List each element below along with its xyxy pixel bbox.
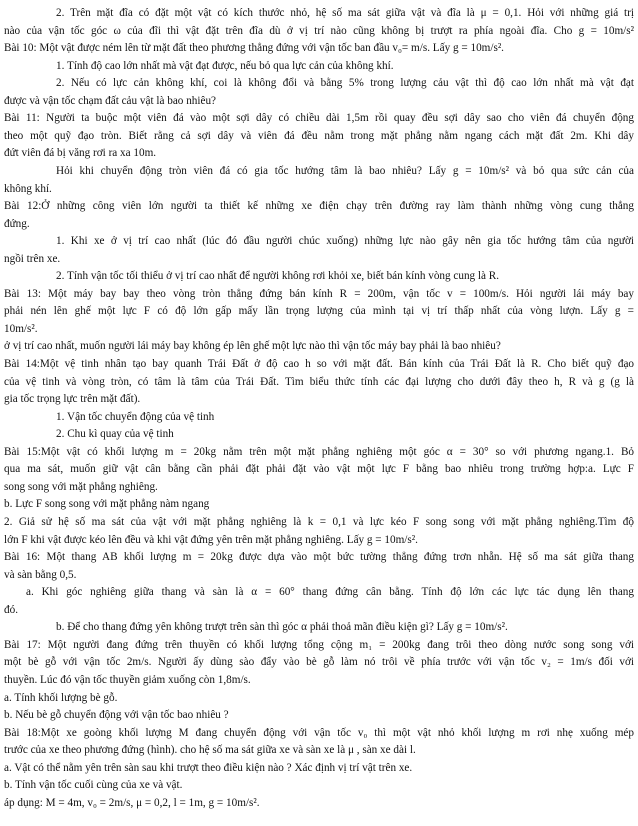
text-line: song song với mặt phẳng nghiêng. xyxy=(4,480,158,493)
text-line: b. Lực F song song với mặt phẳng nàm ngang xyxy=(4,498,210,511)
text-line: Bài 17: Một người đang đứng trên thuyền có khối lượng tổng cộng m₁ = 200kg đang trôi theo dòng nước song song với xyxy=(4,638,634,651)
text-line: đứng. xyxy=(4,217,30,230)
text-line: trước của xe theo phương đứng (hình). cho hệ số ma sát giữa xe và sàn xe là μ , sàn xe dài l. xyxy=(4,744,416,757)
text-line: Bài 13: Một máy bay bay theo vòng tròn thẳng đứng bán kính R = 200m, vận tốc v = 100m/s. Hỏi người lái máy bay xyxy=(4,287,634,300)
text-line: đứt viên đá bị văng rơi ra xa 10m. xyxy=(4,147,157,160)
text-line: lớn F khi vật được kéo lên đều và khi vật đứng yên trên mặt phẳng nghiêng. Lấy g = 10m/s². xyxy=(4,533,418,546)
text-line: một bè gỗ với vận tốc 2m/s. Người ấy dùng sào đẩy vào bè gỗ làm nó trôi về phía trước với vận tốc v₂ = 1m/s đối với xyxy=(4,656,634,669)
text-line: Bài 12:Ở những công viên lớn người ta thiết kế những xe điện chạy trên đường ray làm thành những vòng cung thẳng xyxy=(4,200,634,213)
text-line: gia tốc trọng lực trên mặt đất). xyxy=(4,393,141,406)
text-line: Bài 14:Một vệ tinh nhân tạo bay quanh Trái Đất ở độ cao h so với mặt đất. Bán kính của Trái Đất là R. Cho biết quỹ đạo xyxy=(4,358,634,370)
text-line: theo một quỹ đạo tròn. Biết rằng cả sợi dây và viên đá đều nằm trong mặt phẳng nằm ngang cách mặt đất 2m. Khi dây xyxy=(4,129,634,142)
text-line: áp dụng: M = 4m, v₀ = 2m/s, μ = 0,2, l = 1m, g = 10m/s². xyxy=(4,796,260,809)
text-line: ngồi trên xe. xyxy=(4,252,61,265)
text-line: nào của vận tốc góc ω của đĩi thì vật đặt trên đĩa dù ở vị trí nào cũng không bị trượt ra phía ngoài đĩa. Cho g = 10m/s² xyxy=(4,24,634,37)
text-line: Bài 15:Một vật có khối lượng m = 20kg nằm trên một mặt phẳng nghiêng một góc α = 30° so với phương ngang.1. Bỏ xyxy=(4,445,634,458)
text-line: Bài 18:Một xe goòng khối lượng M đang chuyển động với vận tốc v₀ thì một vật nhỏ khối lượng m rơi nhẹ xuống mép xyxy=(4,726,634,739)
text-line: a. Vật có thể nằm yên trên sàn sau khi trượt theo điều kiện nào ? Xác định vị trí vật trên xe. xyxy=(4,761,413,774)
text-line: được và vận tốc chạm đất cảu vật là bao nhiêu? xyxy=(4,94,217,107)
text-line: đó. xyxy=(4,603,18,616)
text-line: 2. Trên mặt đĩa có đặt một vật có kích thước nhỏ, hệ số ma sát giữa vật và đĩa là μ = 0,1. Hỏi với những giá trị xyxy=(56,7,634,19)
text-line: 2. Chu kì quay của vệ tinh xyxy=(56,428,174,441)
text-line: Bài 10: Một vật được ném lên từ mặt đất theo phương thẳng đứng với vận tốc ban đầu v₀= m/s. Lấy g = 10m/s². xyxy=(4,42,504,55)
text-line: 1. Khi xe ở vị trí cao nhất (lúc đó đầu người chúc xuống) những lực nào gây nên gia tốc hướng tâm của người xyxy=(56,235,634,248)
text-line: qua ma sát, muốn giữ vật cân bằng cần phải đặt phải đặt vào vật một lực F bằng bao nhiêu trong trường hợp:a. Lực F xyxy=(4,463,634,476)
text-line: Bài 11: Người ta buộc một viên đá vào một sợi dây có chiều dài 1,5m rồi quay đều sợi dây sao cho viên đá chuyển động xyxy=(4,112,634,125)
text-line: 1. Vận tốc chuyển động của vệ tinh xyxy=(56,410,215,423)
text-line: a. Tính khối lượng bè gỗ. xyxy=(4,691,118,704)
text-line: Bài 16: Một thang AB khối lượng m = 20kg được dựa vào một bức tường thẳng đứng trơn nhẵn. Hệ số ma sát giữa thang xyxy=(4,551,634,564)
text-line: ở vị trí cao nhất, muốn người lái máy bay không ép lên ghế một lực nào thì vận tốc máy bay phải là bao nhiêu? xyxy=(4,340,501,353)
text-line: 2. Nếu có lực cản không khí, coi là không đổi và bằng 5% trong lượng cảu vật thì độ cao lớn nhất mà vật đạt xyxy=(56,77,634,90)
text-line: của vệ tinh và vòng tròn, có tâm là tâm của Trái Đất. Tìm biểu thức tính các đại lượng cho dưới đây theo h, R và g (g là xyxy=(4,375,634,388)
text-line: 2. Tính vận tốc tối thiểu ở vị trí cao nhất để người không rơi khỏi xe, biết bán kính vòng cung là R. xyxy=(56,270,500,283)
text-line: thuyền. Lúc đó vận tốc thuyền giảm xuống còn 1,8m/s. xyxy=(4,673,251,686)
text-line: 10m/s². xyxy=(4,322,38,335)
text-line: a. Khi góc nghiêng giữa thang và sàn là α = 60° thang đứng cân bằng. Tính độ lớn các lực tác dụng lên thang xyxy=(26,586,634,599)
text-line: và sàn bằng 0,5. xyxy=(4,568,77,581)
text-line: 1. Tính độ cao lớn nhất mà vật đạt được, nếu bỏ qua lực cản của không khí. xyxy=(56,59,394,72)
text-line: Hỏi khi chuyển động tròn viên đá có gia tốc hướng tâm là bao nhiêu? Lấy g = 10m/s² và bỏ qua sức cản của xyxy=(56,165,634,177)
text-line: không khí. xyxy=(4,182,52,195)
text-line: b. Tính vận tốc cuối cùng của xe và vật. xyxy=(4,779,183,792)
text-line: 2. Giả sử hệ số ma sát của vật với mặt phẳng nghiêng là k = 0,1 và lực kéo F song song với mặt phẳng nghiêng.Tìm độ xyxy=(4,516,634,528)
text-line: b. Nếu bè gỗ chuyển động với vận tốc bao nhiêu ? xyxy=(4,709,229,721)
text-line: phải nén lên ghế một lực F có độ lớn gấp mấy lần trọng lượng của mình tại vị trí thấp nhất của vòng lượn. Lấy g = xyxy=(4,305,634,318)
text-line: b. Để cho thang đứng yên không trượt trên sàn thì góc α phải thoả mãn điều kiện gì? Lấy g = 10m/s². xyxy=(56,621,508,634)
